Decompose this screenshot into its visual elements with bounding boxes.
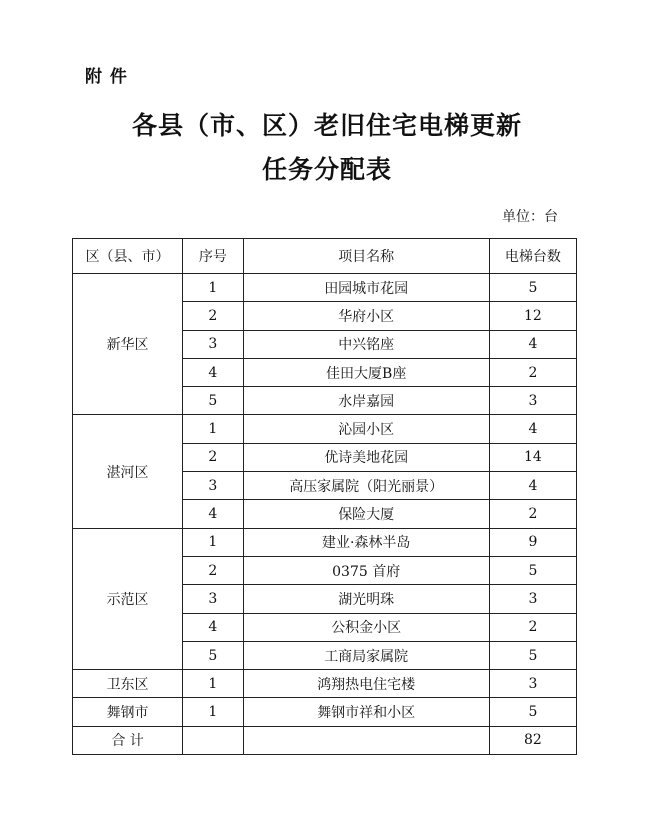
row-number-cell: 2: [183, 443, 243, 471]
project-name-cell: 公积金小区: [243, 613, 489, 641]
project-name-cell: 中兴铭座: [243, 330, 489, 358]
row-number-cell: 1: [183, 698, 243, 726]
elevator-count-cell: 5: [489, 641, 576, 669]
total-label-cell: 合 计: [73, 726, 183, 754]
elevator-count-cell: 2: [489, 500, 576, 528]
total-count-cell: 82: [489, 726, 576, 754]
project-name-cell: 工商局家属院: [243, 641, 489, 669]
project-name-cell: 建业·森林半岛: [243, 528, 489, 556]
district-cell: 卫东区: [73, 670, 183, 698]
elevator-count-cell: 5: [489, 556, 576, 584]
row-number-cell: 1: [183, 274, 243, 302]
district-cell: 湛河区: [73, 415, 183, 528]
elevator-count-cell: 2: [489, 358, 576, 386]
table-row: [73, 670, 577, 698]
table-row: [73, 698, 577, 726]
elevator-count-cell: 2: [489, 613, 576, 641]
project-name-cell: 佳田大厦B座: [243, 358, 489, 386]
row-number-cell: 4: [183, 500, 243, 528]
row-number-cell: 2: [183, 556, 243, 584]
elevator-count-cell: 3: [489, 387, 576, 415]
project-name-cell: 优诗美地花园: [243, 443, 489, 471]
header-elevator-count: 电梯台数: [489, 239, 576, 274]
project-name-cell: 保险大厦: [243, 500, 489, 528]
elevator-count-cell: 4: [489, 472, 576, 500]
elevator-count-cell: 5: [489, 698, 576, 726]
elevator-count-cell: 9: [489, 528, 576, 556]
row-number-cell: 3: [183, 472, 243, 500]
table-row: [73, 415, 577, 443]
row-number-cell: 5: [183, 387, 243, 415]
project-name-cell: 鸿翔热电住宅楼: [243, 670, 489, 698]
elevator-count-cell: 3: [489, 670, 576, 698]
header-district: 区（县、市）: [73, 239, 183, 274]
row-number-cell: 1: [183, 415, 243, 443]
project-name-cell: 华府小区: [243, 302, 489, 330]
project-name-cell: 0375 首府: [243, 556, 489, 584]
document-title-line2: 任务分配表: [261, 155, 392, 184]
elevator-count-cell: 3: [489, 585, 576, 613]
row-number-cell: 4: [183, 358, 243, 386]
table-row: [73, 528, 577, 556]
elevator-count-cell: 4: [489, 330, 576, 358]
district-cell: 示范区: [73, 528, 183, 669]
row-number-cell: 3: [183, 330, 243, 358]
elevator-count-cell: 4: [489, 415, 576, 443]
total-name-cell: [243, 726, 489, 754]
row-number-cell: 5: [183, 641, 243, 669]
total-row: [73, 726, 577, 754]
project-name-cell: 沁园小区: [243, 415, 489, 443]
project-name-cell: 田园城市花园: [243, 274, 489, 302]
table-header-row: [73, 239, 577, 274]
header-project-name: 项目名称: [243, 239, 489, 274]
project-name-cell: 高压家属院（阳光丽景）: [243, 472, 489, 500]
table-row: [73, 274, 577, 302]
row-number-cell: 3: [183, 585, 243, 613]
row-number-cell: 1: [183, 670, 243, 698]
header-number: 序号: [183, 239, 243, 274]
total-number-cell: [183, 726, 243, 754]
row-number-cell: 4: [183, 613, 243, 641]
table-body: [73, 274, 577, 755]
elevator-count-cell: 5: [489, 274, 576, 302]
unit-label: 单位：台: [502, 209, 558, 225]
row-number-cell: 2: [183, 302, 243, 330]
attachment-label: 附 件: [85, 67, 128, 87]
row-number-cell: 1: [183, 528, 243, 556]
project-name-cell: 水岸嘉园: [243, 387, 489, 415]
district-cell: 新华区: [73, 274, 183, 415]
project-name-cell: 舞钢市祥和小区: [243, 698, 489, 726]
district-cell: 舞钢市: [73, 698, 183, 726]
elevator-count-cell: 14: [489, 443, 576, 471]
document-title-line1: 各县（市、区）老旧住宅电梯更新: [131, 111, 522, 140]
elevator-count-cell: 12: [489, 302, 576, 330]
project-name-cell: 湖光明珠: [243, 585, 489, 613]
allocation-table: [72, 238, 577, 755]
